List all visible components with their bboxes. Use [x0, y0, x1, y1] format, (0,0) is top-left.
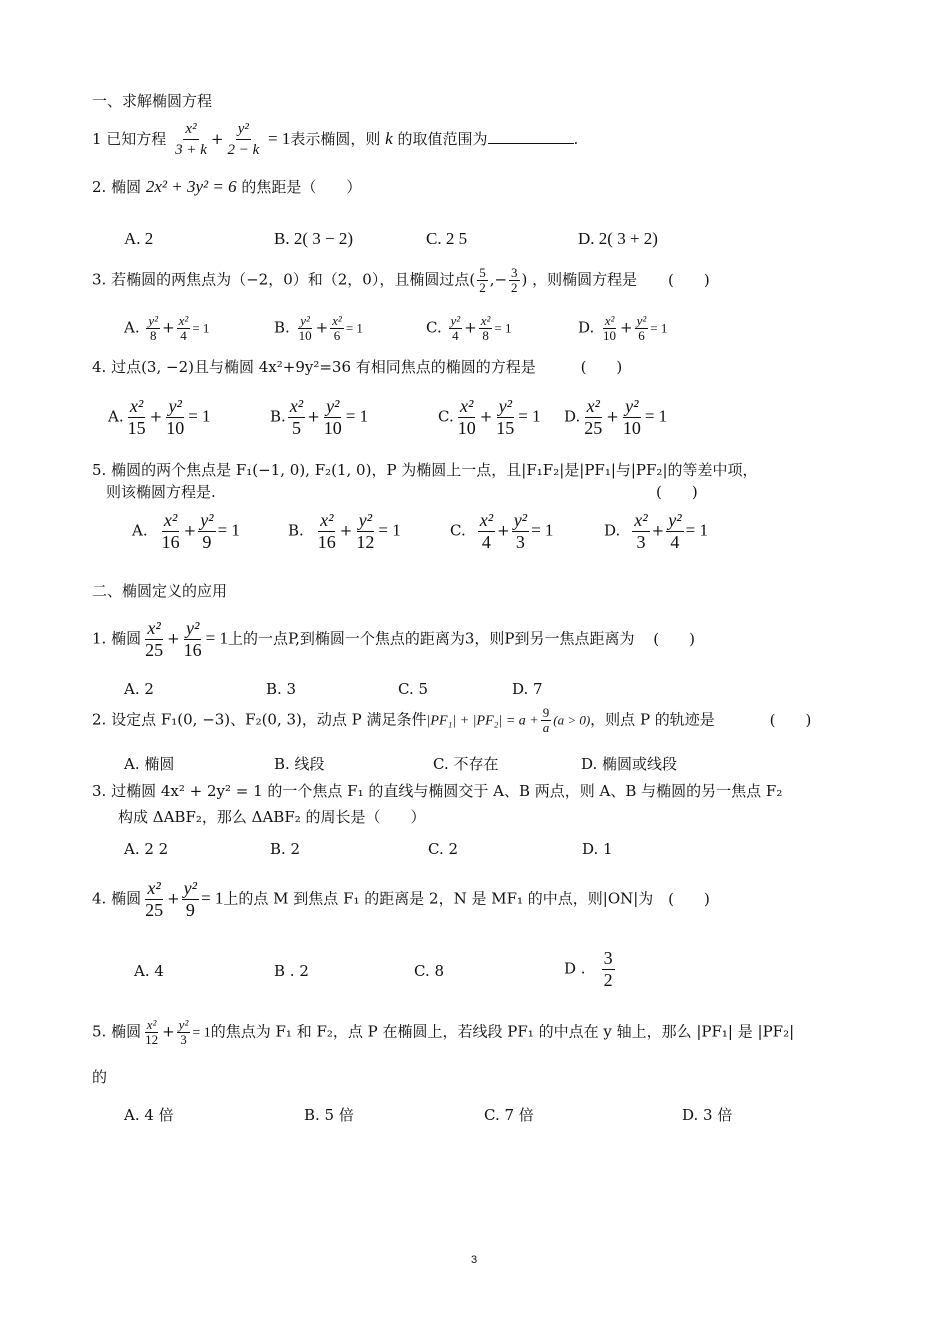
s1-q3-frac-py: $\frac{3}{2}$	[511, 265, 518, 295]
s2-q2-option-d: D. 椭圆或线段	[581, 755, 678, 773]
s1-q2	[92, 178, 361, 196]
s2-q1: 1. 椭圆 $\frac{\text{x²}}{25}$ + $\frac{\text{y²}}{16}$ = 1上的一点P,到椭圆一个焦点的距离为3，则P到另一焦点距离为 ( )	[92, 618, 695, 660]
s1-q5-option-b: B. $\frac{\text{x²}}{16}$ + $\frac{\text{y²}}{12}$ = 1	[288, 510, 401, 552]
s2-q3-option-b: B. 2	[270, 840, 301, 858]
s1-q4-paren: ( )	[580, 358, 623, 376]
s1-q1-prefix: 1 已知方程	[92, 130, 167, 148]
s2-q2: 2. 设定点 F₁(0, −3)、F₂(0, 3)，动点 P 满足条件|PF₁| + |PF₂| = a + $\frac{9}{a}$ (a > 0)，则点 P 的轨迹是 ( )	[92, 705, 812, 735]
s2-q5-option-b: B. 5 倍	[304, 1106, 354, 1124]
page-number: 3	[471, 1254, 478, 1266]
s1-q2-eq: 2x² + 3y² = 6	[145, 177, 237, 196]
s1-q4-text: 4. 过点(3, −2)且与椭圆 4x²+9y²=36 有相同焦点的椭圆的方程是	[92, 358, 536, 376]
s1-q2-option-a: A. 2	[124, 229, 154, 248]
s2-q4-option-b: B . 2	[274, 962, 309, 980]
s2-q5-option-d: D. 3 倍	[682, 1106, 733, 1124]
s1-q1-tail: 的取值范围为	[397, 130, 488, 148]
s1-q3: 3. 若椭圆的两焦点为（−2，0）和（2，0），且椭圆过点( $\frac{5}{2}$ ,− $\frac{3}{2}$ ) ，则椭圆方程是 ( )	[92, 265, 710, 295]
s1-q3-tail: ，则椭圆方程是	[532, 270, 638, 289]
s1-q3-option-a: A. $\frac{\text{y²}}{8}$ + $\frac{\text{x²}}{4}$ = 1	[124, 313, 210, 343]
s1-q4	[92, 358, 622, 376]
s2-q3-option-d: D. 1	[582, 840, 613, 858]
s2-q4-option-a: A. 4	[134, 962, 164, 980]
s1-q3-option-c: C. $\frac{\text{y²}}{4}$ + $\frac{\text{x²}}{8}$ = 1	[426, 313, 512, 343]
s1-q3-text: 3. 若椭圆的两焦点为（−2，0）和（2，0），且椭圆过点	[92, 270, 470, 289]
s1-q3-option-b: B. $\frac{\text{y²}}{10}$ + $\frac{\text{x²}}{6}$ = 1	[274, 313, 363, 343]
s1-q3-option-d: D. $\frac{\text{x²}}{10}$ + $\frac{\text{y²}}{6}$ = 1	[578, 313, 668, 343]
s1-q4-option-a: A. $\frac{\text{x²}}{15}$ + $\frac{\text{y²}}{10}$ = 1	[108, 396, 211, 438]
answer-blank[interactable]	[488, 129, 574, 144]
s2-q3-line2: 构成 ΔABF₂，那么 ΔABF₂ 的周长是（ ）	[118, 808, 426, 826]
section2-title: 二、椭圆定义的应用	[92, 582, 228, 600]
s2-q2-option-c: C. 不存在	[433, 755, 499, 773]
s1-q3-paren: ( )	[667, 270, 710, 289]
s2-q2-option-b: B. 线段	[274, 755, 325, 773]
s2-q1-option-a: A. 2	[124, 680, 154, 698]
s2-q1-option-c: C. 5	[398, 680, 429, 698]
s1-q4-option-c: C. $\frac{\text{x²}}{10}$ + $\frac{\text{y²}}{15}$ = 1	[438, 396, 541, 438]
s1-q5-line1: 5. 椭圆的两个焦点是 F₁(−1, 0), F₂(1, 0)，P 为椭圆上一点，且|F₁F₂|是|PF₁|与|PF₂|的等差中项，	[92, 461, 758, 479]
s2-q4-option-c: C. 8	[414, 962, 445, 980]
s1-q1-end: .	[573, 130, 579, 148]
s2-q3-option-a: A. 2 2	[124, 840, 169, 858]
s1-q5-line2: 则该椭圆方程是.	[106, 483, 216, 501]
s1-q5-option-c: C. $\frac{\text{x²}}{4}$ + $\frac{\text{y²}}{3}$ = 1	[450, 510, 554, 552]
s2-q5-option-c: C. 7 倍	[484, 1106, 534, 1124]
s1-q2-option-d: D. 2( 3 + 2)	[578, 229, 658, 248]
section1-title: 一、求解椭圆方程	[92, 92, 213, 110]
s1-q1: 1 已知方程 $\frac{\text{x²}}{3 + k}$ + $\frac{\text{y²}}{2 - k}$ = 1表示椭圆，则 k 的取值范围为 .	[92, 121, 579, 158]
s2-q5-line2: 的	[92, 1068, 108, 1086]
s1-q5-paren: ( )	[656, 483, 698, 501]
s1-q3-frac-px: $\frac{5}{2}$	[479, 265, 486, 295]
s2-q5: 5. 椭圆 $\frac{\text{x²}}{12}$ + $\frac{\text{y²}}{3}$ = 1的焦点为 F₁ 和 F₂，点 P 在椭圆上，若线段 PF₁ 的中点在 y 轴上，那么 |PF₁| 是 |PF₂|	[92, 1017, 795, 1047]
s1-q2-text: 2. 椭圆	[92, 178, 142, 196]
s2-q2-option-a: A. 椭圆	[124, 755, 175, 773]
s2-q1-option-d: D. 7	[512, 680, 543, 698]
s1-q4-option-b: B. $\frac{\text{x²}}{5}$ + $\frac{\text{y²}}{10}$ = 1	[270, 396, 369, 438]
s1-q4-option-d: D. $\frac{\text{x²}}{25}$ + $\frac{\text{y²}}{10}$ = 1	[564, 396, 668, 438]
s2-q4-option-d: D . $\frac{3}{2}$	[564, 948, 613, 990]
s1-q1-frac-x: $\frac{\text{x²}}{3 + k}$	[175, 121, 207, 158]
s2-q3-line1: 3. 过椭圆 4x² + 2y² = 1 的一个焦点 F₁ 的直线与椭圆交于 A、B 两点，则 A、B 与椭圆的另一焦点 F₂	[92, 782, 783, 800]
s2-q4: 4. 椭圆 $\frac{\text{x²}}{25}$ + $\frac{\text{y²}}{9}$ = 1上的点 M 到焦点 F₁ 的距离是 2，N 是 MF₁ 的中点，则|ON|为 ( )	[92, 878, 710, 920]
s2-q3-option-c: C. 2	[428, 840, 459, 858]
s1-q1-var: k	[385, 129, 393, 148]
s1-q2-option-b: B. 2( 3 − 2)	[274, 229, 353, 248]
s1-q5-option-d: D. $\frac{\text{x²}}{3}$ + $\frac{\text{y²}}{4}$ = 1	[604, 510, 708, 552]
s1-q2-option-c: C. 2 5	[426, 229, 468, 248]
s1-q1-frac-y: $\frac{\text{y²}}{2 - k}$	[227, 121, 260, 158]
s1-q2-tail: 的焦距是（ ）	[241, 178, 362, 196]
s2-q1-option-b: B. 3	[266, 680, 297, 698]
s1-q1-eq: = 1	[268, 129, 291, 148]
s1-q1-suffix: 表示椭圆，则	[290, 130, 381, 148]
s2-q5-option-a: A. 4 倍	[124, 1106, 174, 1124]
s1-q5-option-a: A. $\frac{\text{x²}}{16}$ + $\frac{\text{y²}}{9}$ = 1	[132, 510, 240, 552]
